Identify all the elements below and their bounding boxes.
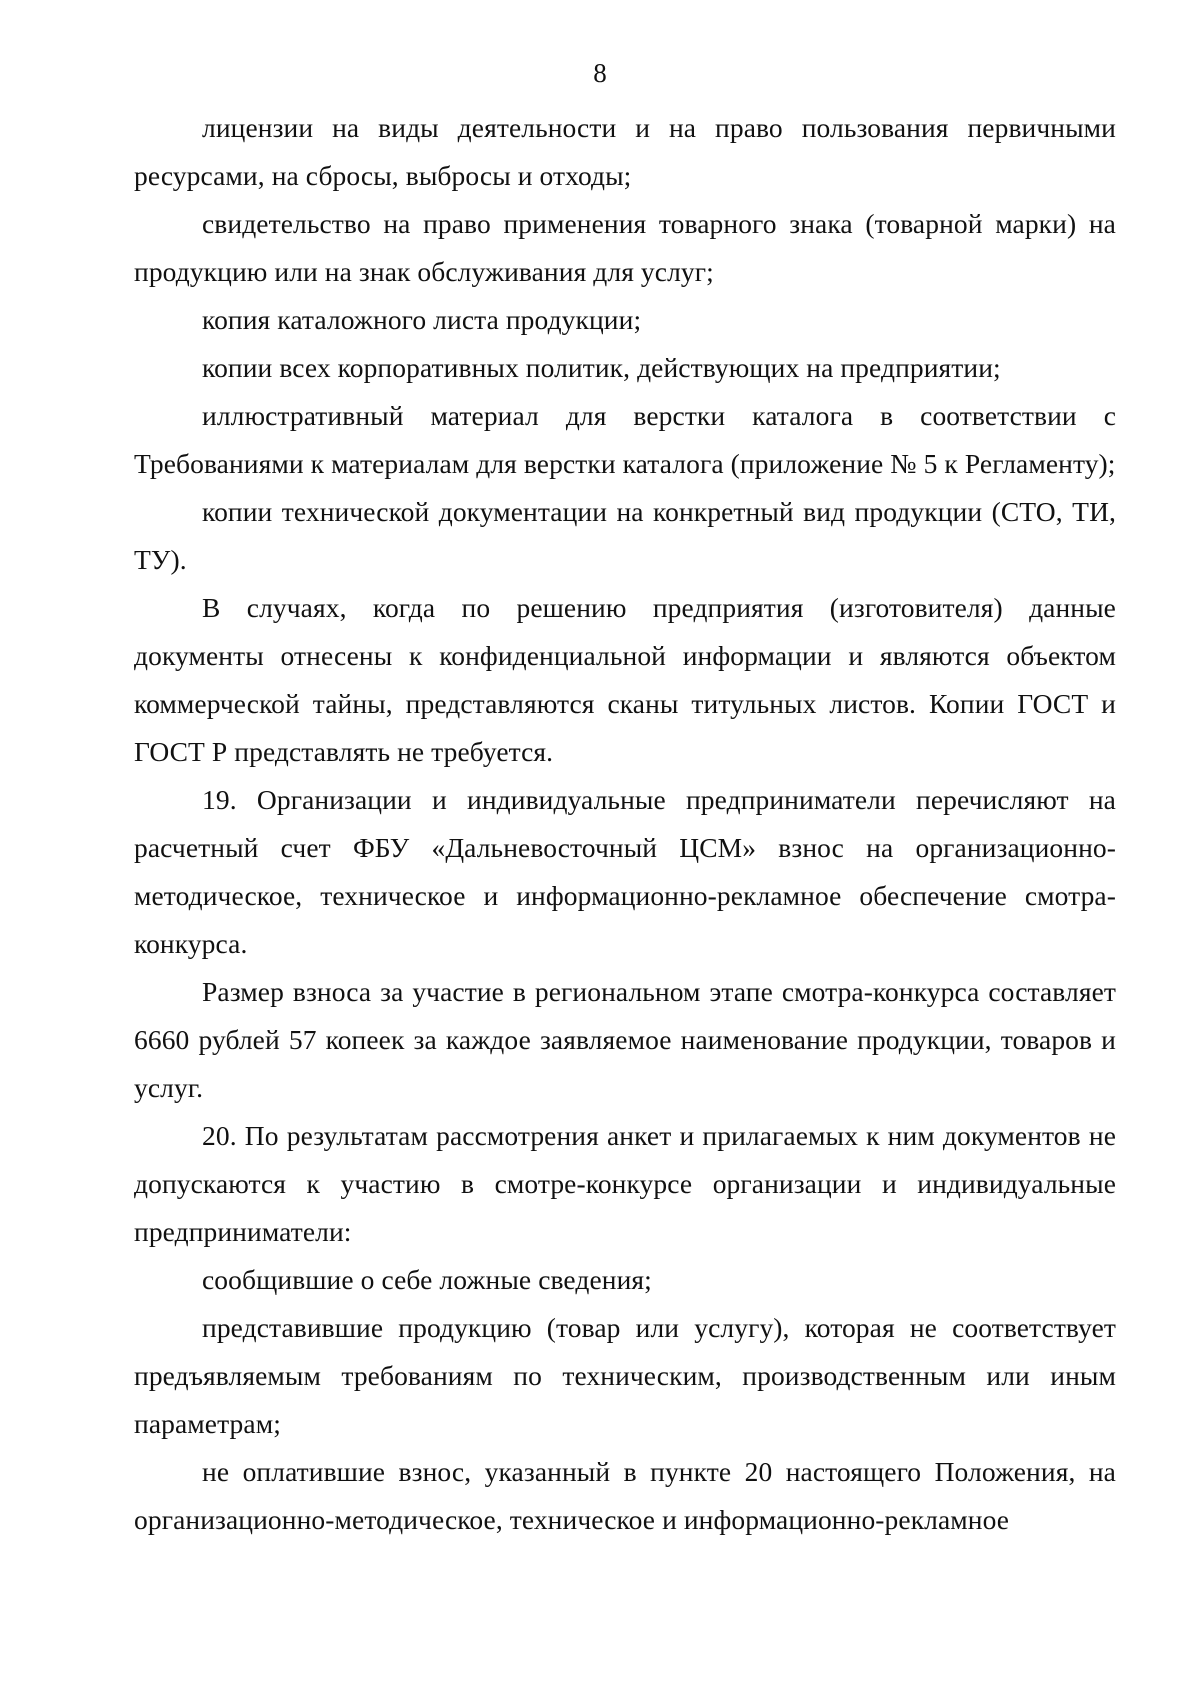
page-number: 8: [593, 58, 607, 88]
paragraph-unpaid-fee: не оплатившие взнос, указанный в пункте 20 настоящего Положения, на организационно-методическое, техническое и информационно-рекламное: [134, 1456, 1116, 1535]
paragraph-licenses: лицензии на виды деятельности и на право пользования первичными ресурсами, на сбросы, выбросы и отходы;: [134, 112, 1116, 191]
paragraph-technical-documentation: копии технической документации на конкретный вид продукции (СТО, ТИ, ТУ).: [134, 496, 1116, 575]
paragraph-confidential-documents: В случаях, когда по решению предприятия (изготовителя) данные документы отнесены к конфиденциальной информации и являются объектом коммерческой тайны, представляются сканы титульных листов. Копии ГОСТ и ГОСТ Р представлять не требуется.: [134, 592, 1116, 767]
document-body: [134, 104, 1116, 1544]
paragraph-illustrative-material: иллюстративный материал для верстки каталога в соответствии с Требованиями к материалам для верстки каталога (приложение № 5 к Регламенту);: [134, 400, 1116, 479]
paragraph-false-information: сообщившие о себе ложные сведения;: [202, 1264, 652, 1295]
paragraph-catalog-sheet: копия каталожного листа продукции;: [202, 304, 642, 335]
paragraph-corporate-policies: копии всех корпоративных политик, действующих на предприятии;: [202, 352, 1001, 383]
paragraph-trademark-certificate: свидетельство на право применения товарного знака (товарной марки) на продукцию или на знак обслуживания для услуг;: [134, 208, 1116, 287]
paragraph-item-20: 20. По результатам рассмотрения анкет и прилагаемых к ним документов не допускаются к участию в смотре-конкурсе организации и индивидуальные предприниматели:: [134, 1120, 1116, 1247]
paragraph-non-compliant-products: представившие продукцию (товар или услугу), которая не соответствует предъявляемым требованиям по техническим, производственным или иным параметрам;: [134, 1312, 1116, 1439]
paragraph-item-19: 19. Организации и индивидуальные предприниматели перечисляют на расчетный счет ФБУ «Дальневосточный ЦСМ» взнос на организационно-методическое, техническое и информационно-рекламное обеспечение смотра-конкурса.: [134, 784, 1116, 959]
paragraph-fee-amount: Размер взноса за участие в региональном этапе смотра-конкурса составляет 6660 рублей 57 копеек за каждое заявляемое наименование продукции, товаров и услуг.: [134, 976, 1116, 1103]
